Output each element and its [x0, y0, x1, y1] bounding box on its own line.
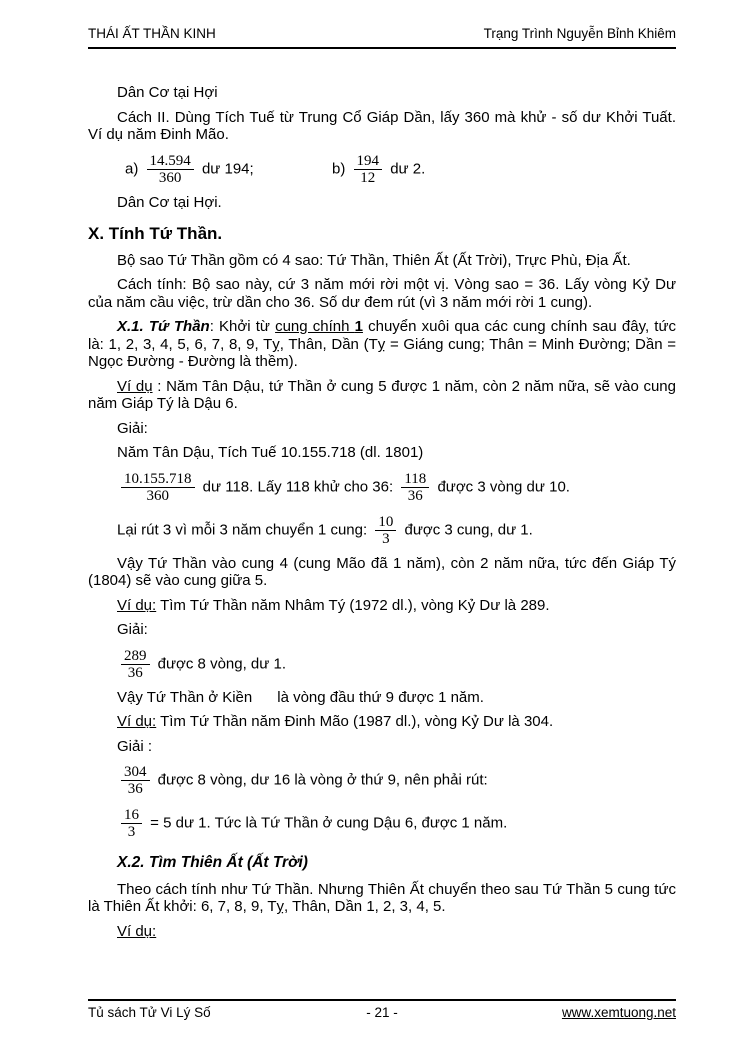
example-3-label: Ví dụ: [117, 713, 157, 730]
page-body [88, 84, 676, 947]
line-dan-co-hoi-2: Dân Cơ tại Hợi. [117, 193, 222, 211]
fraction-b-numerator: 194 [356, 152, 380, 169]
example-2-text: Tìm Tứ Thần năm Nhâm Tý (1972 dl.), vòng Kỷ Dư là 289. [156, 596, 550, 614]
para-example-1 [88, 378, 676, 413]
fraction-10-3-numerator: 10 [378, 513, 394, 530]
fraction-289-36-denominator: 36 [121, 664, 150, 681]
para-cach-tinh: Cách tính: Bộ sao này, cứ 3 năm mới rời một vị. Vòng sao = 36. Lấy vòng Kỷ Dư của năm cầu việc, trừ dần cho 36. Số dư đem rút (vì 3 năm mới rời 1 cung). [88, 276, 676, 311]
math-line-3 [88, 646, 676, 683]
para-vay-tu-than-kien: Vậy Tứ Thần ở Kiền là vòng đầu thứ 9 được 1 năm. [117, 688, 484, 706]
line-giai-3: Giải : [117, 737, 153, 755]
math-line-4-after-text: được 8 vòng, dư 16 là vòng ở thứ 9, nên phải rút: [157, 771, 488, 789]
para-vay-tu-than-cung-4: Vậy Tứ Thần vào cung 4 (cung Mão đã 1 năm), còn 2 năm nữa, tức đến Giáp Tý (1804) sẽ vào cung giữa 5. [88, 554, 676, 589]
para-example-4 [88, 923, 676, 941]
fraction-16-3-numerator: 16 [124, 807, 139, 823]
fraction-304-36-denominator: 36 [121, 780, 150, 797]
fraction-304-36-numerator: 304 [124, 764, 147, 780]
example-1-text: : Năm Tân Dậu, tứ Thần ở cung 5 được 1 năm, còn 2 năm nữa, sẽ vào cung năm Giáp Tý là Dậu 6. [88, 377, 676, 412]
header-author: Trạng Trình Nguyễn Bỉnh Khiêm [483, 26, 676, 41]
fraction-118-36 [401, 471, 429, 504]
math-line-5 [88, 805, 676, 842]
line-giai-2: Giải: [117, 621, 148, 638]
math-line-5-after-text: = 5 dư 1. Tức là Tứ Thần ở cung Dậu 6, được 1 năm. [150, 814, 508, 832]
line-tich-tue: Năm Tân Dậu, Tích Tuế 10.155.718 (dl. 1801) [117, 444, 424, 461]
footer-page-number: - 21 - [366, 1005, 398, 1020]
para-tu-than-list: Bộ sao Tứ Thần gồm có 4 sao: Tứ Thần, Thiên Ất (Ất Trời), Trực Phù, Địa Ất. [117, 251, 631, 269]
fraction-289-36-numerator: 289 [124, 647, 147, 664]
math-line-4 [88, 762, 676, 799]
math-line-2 [88, 512, 676, 549]
footer-series-title: Tủ sách Tử Vi Lý Số [88, 1005, 211, 1020]
fraction-a-remainder: dư 194; [201, 159, 254, 177]
fraction-16-3 [121, 807, 142, 840]
fraction-118-36-numerator: 118 [404, 470, 427, 487]
page-footer [88, 999, 676, 1021]
para-example-2 [88, 597, 676, 615]
para-thien-at: Theo cách tính như Tứ Thần. Nhưng Thiên Ất chuyển theo sau Tứ Thần 5 cung tức là Thiên Ất khởi: 6, 7, 8, 9, Tỵ, Thân, Dần 1, 2, 3, 4, 5. [88, 880, 676, 915]
fraction-16-3-denominator: 3 [121, 823, 142, 840]
math-line-3-after-text: được 8 vòng, dư 1. [157, 654, 286, 672]
example-2-label: Ví dụ: [117, 596, 157, 614]
fraction-tichtue [121, 471, 195, 504]
fraction-a [147, 153, 194, 186]
line-giai-1: Giải: [117, 419, 148, 437]
fraction-10-3 [375, 514, 396, 547]
math-line-2-before-text: Lại rút 3 vì mỗi 3 năm chuyển 1 cung: [117, 520, 372, 538]
example-fractions-line [88, 151, 676, 188]
x1-underlined-number: 1 [354, 318, 363, 335]
fraction-10-3-denominator: 3 [375, 530, 396, 547]
fraction-a-numerator: 14.594 [149, 152, 191, 169]
section-x2-title: X.2. Tìm Thiên Ất (Ất Trời) [117, 854, 308, 871]
para-example-3 [88, 713, 676, 731]
example-1-label: Ví dụ [117, 377, 153, 395]
fraction-b [354, 153, 383, 186]
math-line-1-after-text: được 3 vòng dư 10. [437, 477, 570, 495]
example-4-label: Ví dụ: [117, 922, 157, 940]
para-cach-ii: Cách II. Dùng Tích Tuế từ Trung Cổ Giáp Dần, lấy 360 mà khử - số dư Khởi Tuất. Ví dụ năm Đinh Mão. [88, 108, 676, 143]
para-x1-tu-than [88, 318, 676, 371]
fraction-tichtue-numerator: 10.155.718 [124, 470, 192, 487]
header-book-title: THÁI ẤT THẦN KINH [88, 26, 216, 41]
fraction-tichtue-denominator: 360 [121, 487, 195, 504]
x1-colon-text: : Khởi từ [209, 318, 276, 335]
section-x-title: X. Tính Tứ Thần. [88, 224, 223, 243]
fraction-118-36-denominator: 36 [401, 487, 429, 504]
x1-underlined-text: cung chính [275, 318, 355, 335]
fraction-304-36 [121, 764, 150, 797]
math-line-1 [88, 469, 676, 506]
page-header [88, 26, 676, 49]
math-line-2-after-text: được 3 cung, dư 1. [404, 520, 533, 538]
fraction-b-denominator: 12 [354, 169, 383, 186]
footer-website-link[interactable]: www.xemtuong.net [561, 1005, 676, 1020]
fraction-a-label: a) [125, 159, 139, 177]
fraction-289-36 [121, 648, 150, 681]
subsection-x1-label: X.1. Tứ Thần [117, 318, 210, 335]
math-line-1-middle-text: dư 118. Lấy 118 khử cho 36: [202, 477, 398, 495]
fraction-b-label: b) [332, 159, 346, 177]
line-dan-co-hoi: Dân Cơ tại Hợi [117, 84, 218, 101]
fraction-b-remainder: dư 2. [390, 159, 426, 177]
fraction-a-denominator: 360 [147, 169, 194, 186]
example-3-text: Tìm Tứ Thần năm Đinh Mão (1987 dl.), vòng Kỷ Dư là 304. [156, 713, 554, 730]
x1-rest-text: chuyển xuôi qua các cung chính sau đây, tức là: 1, 2, 3, 4, 5, 6, 7, 8, 9, Tỵ, Thân, Dần (Tỵ = Giáng cung; Thân = Minh Đường; Dần = Ngọc Đường - Đường là thềm). [88, 318, 676, 370]
